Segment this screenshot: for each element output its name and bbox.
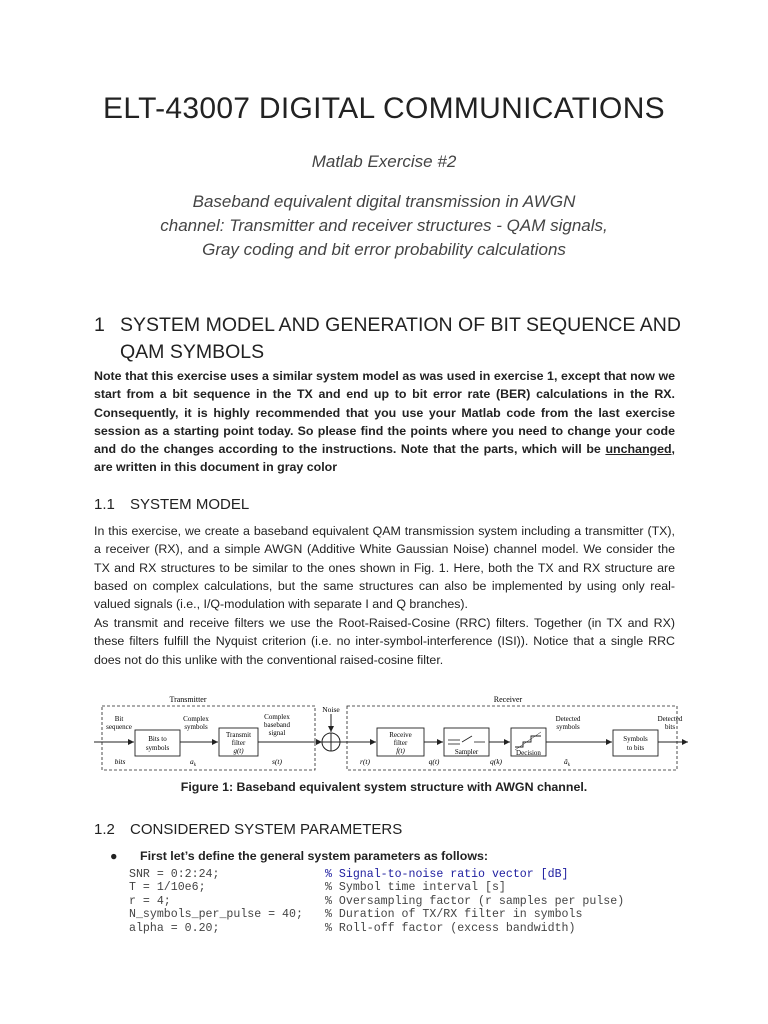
- section-1-2-heading: [94, 821, 402, 838]
- sampler-label: Sampler: [454, 748, 479, 756]
- svg-text:baseband: baseband: [263, 721, 291, 729]
- svg-text:sequence: sequence: [106, 723, 132, 731]
- adder-node: [322, 733, 340, 751]
- section-1-1-title: SYSTEM MODEL: [130, 496, 250, 513]
- svg-text:Transmit: Transmit: [225, 731, 252, 739]
- figure-caption: Figure 1: Baseband equivalent system structure with AWGN channel.: [180, 780, 588, 794]
- svg-text:filter: filter: [231, 739, 246, 747]
- note-text-before: Note that this exercise uses a similar system model as was used in exercise 1, except that now we start from a bit sequence in the TX and end up to bit error rate (BER) calculations in the RX. Consequently, it is highly recommended that you use your Matlab code from the last exercise session as a starting point today. So please find the points where you need to change your code and do the changes according to the instructions. Note that the parts, which will be: [94, 369, 675, 457]
- transmitter-label: Transmitter: [169, 695, 207, 704]
- svg-text:filter: filter: [393, 739, 408, 747]
- svg-text:to bits: to bits: [626, 744, 645, 752]
- signal-ahat: $â_k$: [564, 757, 570, 768]
- svg-text:symbols: symbols: [556, 723, 580, 731]
- section-1-number: 1: [94, 314, 105, 336]
- signal-qk: q(k): [489, 757, 503, 766]
- system-model-paragraph-2: As transmit and receive filters we use the Root-Raised-Cosine (RRC) filters. Together (in TX and RX) these filters fulfill the Nyquist criterion (i.e. no inter-symbol-interference (ISI)). Notice that a single RRC does not do this unlike with the conventional raised-cosine filter.: [94, 616, 675, 667]
- svg-text:g(t): g(t): [233, 747, 244, 755]
- bit-sequence-label: Bit: [114, 715, 124, 723]
- document-title: ELT-43007 DIGITAL COMMUNICATIONS: [103, 92, 665, 125]
- svg-text:symbols: symbols: [184, 723, 208, 731]
- svg-text:symbols: symbols: [145, 744, 170, 752]
- receive-filter-block: [377, 728, 424, 756]
- document-subtitle: Matlab Exercise #2: [311, 152, 457, 171]
- svg-text:bits: bits: [664, 723, 676, 731]
- decision-block: [511, 728, 546, 757]
- section-1-1-number: 1.1: [94, 496, 115, 513]
- section-1-1-heading: [94, 496, 249, 513]
- svg-text:f(t): f(t): [396, 747, 405, 755]
- svg-text:signal: signal: [268, 729, 286, 737]
- signal-qt: q(t): [428, 757, 440, 766]
- bits-to-symbols-block: [135, 730, 180, 756]
- parameters-bullet: [110, 849, 488, 863]
- note-underlined-word: unchanged: [605, 442, 672, 457]
- signal-bits: bits: [114, 757, 126, 766]
- signal-ak: $a_k$: [190, 757, 196, 768]
- system-block-diagram: [90, 690, 690, 776]
- complex-baseband-label: Complex: [264, 713, 290, 721]
- symbols-to-bits-block: [613, 730, 658, 756]
- document-description: Baseband equivalent digital transmission in AWGN channel: Transmitter and receiver structures - QAM signals, Gray coding and bit error probability calculations: [160, 192, 608, 259]
- section-1-title: SYSTEM MODEL AND GENERATION OF BIT SEQUENCE AND QAM SYMBOLS: [120, 314, 681, 363]
- detected-bits-label: Detected: [657, 715, 683, 723]
- svg-text:Receive: Receive: [389, 731, 412, 739]
- complex-symbols-label: Complex: [183, 715, 209, 723]
- section-1-heading: [94, 312, 684, 366]
- receiver-label: Receiver: [493, 695, 523, 704]
- transmit-filter-block: [219, 728, 258, 756]
- sampler-block: [444, 728, 489, 756]
- bullet-text: First let’s define the general system parameters as follows:: [140, 849, 488, 863]
- note-text-after: , are written in this document in gray color: [94, 442, 675, 475]
- svg-text:Bits to: Bits to: [148, 735, 167, 743]
- section-1-2-number: 1.2: [94, 821, 115, 838]
- noise-label: Noise: [322, 705, 340, 714]
- system-model-paragraph-1: In this exercise, we create a baseband equivalent QAM transmission system including a transmitter (TX), a receiver (RX), and a simple AWGN (Additive White Gaussian Noise) channel model. We consider the TX and RX structures to be similar to the ones shown in Fig. 1. Here, both the TX and RX structure are based on complex calculations, but the same structures can also be implemented by using only real-valued signals (i.e., I/Q-modulation with separate I and Q branches).: [94, 524, 675, 612]
- section-1-note: [94, 367, 675, 477]
- bullet-dot-icon: ●: [110, 849, 118, 863]
- signal-st: s(t): [272, 757, 282, 766]
- section-1-2-title: CONSIDERED SYSTEM PARAMETERS: [130, 821, 403, 838]
- signal-rt: r(t): [360, 757, 370, 766]
- decision-label: Decision: [516, 749, 541, 757]
- detected-symbols-label: Detected: [555, 715, 581, 723]
- svg-text:Symbols: Symbols: [623, 735, 648, 743]
